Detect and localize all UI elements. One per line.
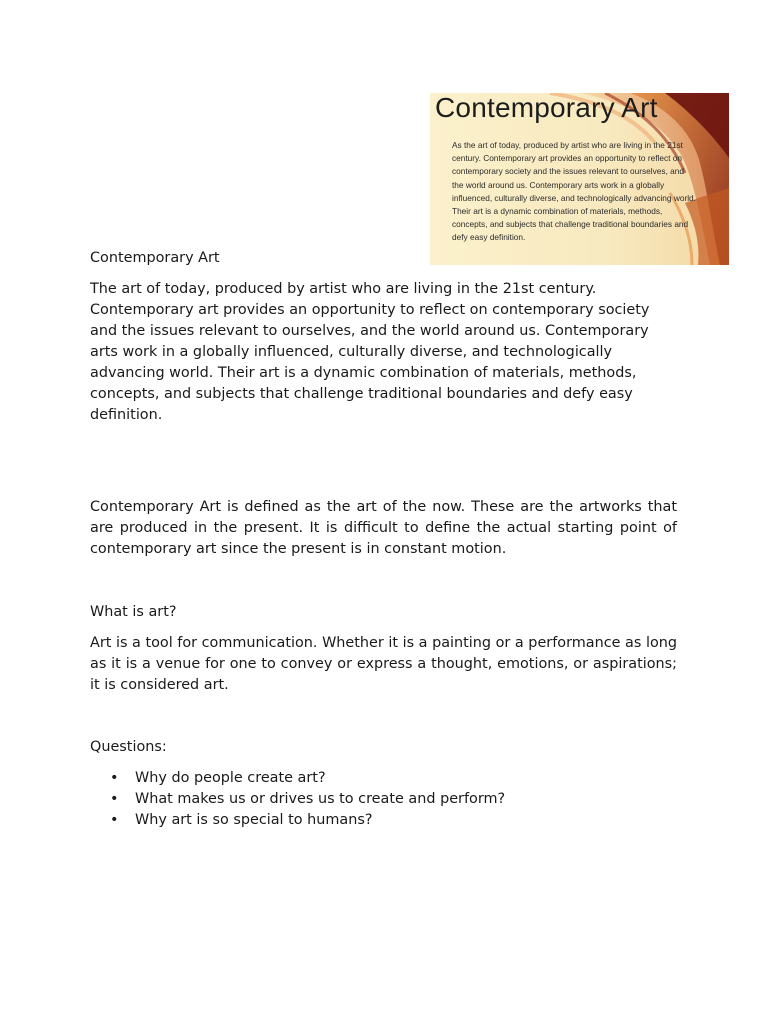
paragraph-definition: Contemporary Art is defined as the art of the now. These are the artworks that are produced in the present. It is difficult to define the actual starting point of contemporary art since the present is in constant motion. [90, 499, 677, 557]
list-item [90, 810, 677, 831]
question-text: Why art is so special to humans? [135, 812, 373, 828]
bullet-icon: • [110, 770, 119, 786]
paragraph-what-is-art: Art is a tool for communication. Whether it is a painting or a performance as long as it is a venue for one to convey or express a thought, emotions, or aspirations; it is considered art. [90, 635, 677, 693]
image-title: Contemporary Art [435, 93, 658, 123]
questions-list [90, 768, 677, 831]
contemporary-art-image [430, 93, 729, 265]
question-text: What makes us or drives us to create and perform? [135, 791, 506, 807]
section-heading-questions: Questions: [90, 739, 167, 755]
image-body-text: As the art of today, produced by artist who are living in the 21st century. Contemporary art provides an opportunity to reflect on contemporary society and the issues relevant to ourselves, and the world around us. Contemporary arts work in a globally influenced, culturally diverse, and technologically advancing world. Their art is a dynamic combination of materials, methods, concepts, and subjects that challenge traditional boundaries and defy easy definition. [452, 140, 696, 243]
list-item [90, 789, 677, 810]
section-heading-what-is-art: What is art? [90, 604, 177, 620]
document-heading: Contemporary Art [90, 250, 220, 266]
paragraph-intro: The art of today, produced by artist who are living in the 21st century. Contemporary art provides an opportunity to reflect on contemporary society and the issues relevant to ourselves, and the world around us. Contemporary arts work in a globally influenced, culturally diverse, and technologically advancing world. Their art is a dynamic combination of materials, methods, concepts, and subjects that challenge traditional boundaries and defy easy definition. [90, 281, 650, 423]
question-text: Why do people create art? [135, 770, 326, 786]
bullet-icon: • [110, 812, 119, 828]
list-item [90, 768, 677, 789]
bullet-icon: • [110, 791, 119, 807]
